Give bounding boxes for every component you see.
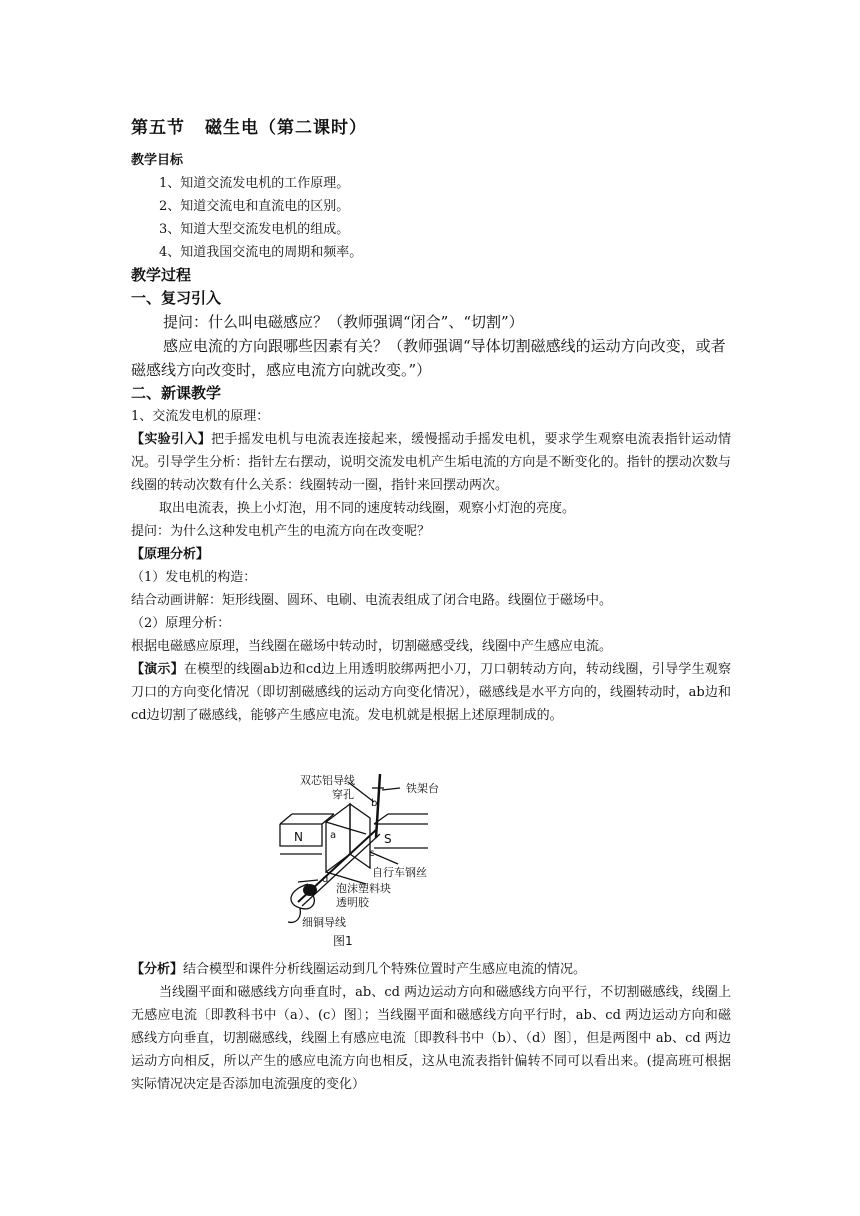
label-hole: 穿孔 — [332, 788, 354, 801]
analysis-heading: （2）原理分析： — [131, 616, 231, 631]
bulb-paragraph: 取出电流表，换上小灯泡，用不同的速度转动线圈，观察小灯泡的亮度。 — [159, 501, 576, 516]
title-name: 磁生电（第二课时） — [205, 118, 367, 138]
construction-heading: （1）发电机的构造： — [131, 570, 257, 585]
analysis-intro — [131, 958, 731, 981]
analysis-section — [131, 958, 731, 1096]
construction-text: 结合动画讲解：矩形线圈、圆环、电刷、电流表组成了闭合电路。线圈位于磁场中。 — [131, 593, 613, 608]
demo-paragraph — [131, 658, 731, 727]
analysis-label: 【分析】 — [131, 962, 184, 977]
generator-model-figure — [278, 772, 458, 952]
experiment-paragraph — [131, 428, 731, 497]
goals-heading: 教学目标 — [131, 153, 184, 168]
label-d: d — [322, 874, 329, 885]
analysis-paragraph: 当线圈平面和磁感线方向垂直时，ab、cd 两边运动方向和磁感线方向平行，不切割磁感线，线圈上无感应电流〔即教科书中（a）、(c）图〕；当线圈平面和磁感线方向平行时，ab、cd 两边运动方向和磁感线方向垂直，切割磁感线，线圈上有感应电流〔即教科书中（b）、（d）图〕，但是两图中 ab、cd 两边运动方向相反，所以产生的感应电流方向也相反，这从电流表指针偏转不同可以看出来。(提高班可根据实际情况决定是否添加电流强度的变化） — [131, 985, 731, 1092]
page-title — [131, 116, 731, 140]
review-question: 提问：什么叫电磁感应？（教师强调“闭合”、“切割”） — [163, 313, 524, 331]
analysis-intro-text: 结合模型和课件分析线圈运动到几个特殊位置时产生感应电流的情况。 — [183, 962, 587, 977]
label-stand: 铁架台 — [406, 782, 439, 795]
label-s: S — [384, 832, 392, 846]
foam-block-dot — [303, 884, 317, 896]
demo-text: 在模型的线圈ab边和cd边上用透明胶绑两把小刀，刀口朝转动方向，转动线圈，引导学生观察刀口的方向变化情况（即切割磁感线的运动方向变化情况），磁感线是水平方向的，线圈转动时，ab边和cd边切割了磁感线，能够产生感应电流。发电机就是根据上述原理制成的。 — [131, 662, 731, 723]
analysis-principle-text: 根据电磁感应原理，当线圈在磁场中转动时，切割磁感受线，线圈中产生感应电流。 — [131, 639, 613, 654]
review-heading: 一、复习引入 — [131, 289, 222, 307]
goal-item: 4、知道我国交流电的周期和频率。 — [159, 245, 363, 260]
label-spoke: 自行车钢丝 — [372, 866, 427, 879]
section-1-heading: 1、交流发电机的原理： — [131, 409, 270, 424]
new-lesson-heading: 二、新课教学 — [131, 384, 222, 402]
principle-label: 【原理分析】 — [131, 547, 210, 562]
goal-item: 2、知道交流电和直流电的区别。 — [159, 199, 350, 214]
figure-caption: 图1 — [333, 934, 353, 948]
demo-label: 【演示】 — [131, 662, 184, 677]
experiment-label: 【实验引入】 — [131, 432, 212, 447]
question-paragraph: 提问：为什么这种发电机产生的电流方向在改变呢？ — [131, 524, 431, 539]
goal-item: 1、知道交流发电机的工作原理。 — [159, 176, 350, 191]
label-c: c — [369, 848, 375, 859]
label-tape: 透明胶 — [336, 896, 369, 909]
label-b: b — [371, 798, 378, 809]
label-n: N — [294, 830, 303, 844]
experiment-text: 把手摇发电机与电流表连接起来，缓慢摇动手摇发电机，要求学生观察电流表指针运动情况。引导学生分析：指针左右摆动，说明交流发电机产生垢电流的方向是不断变化的。指针的摆动次数与线圈的转动次数有什么关系：线圈转动一圈，指针来回摆动两次。 — [131, 432, 731, 493]
label-copper: 细铜导线 — [302, 916, 346, 929]
title-section: 第五节 — [131, 118, 185, 138]
review-paragraph: 感应电流的方向跟哪些因素有关？（教师强调“导体切割磁感线的运动方向改变，或者磁感线方向改变时，感应电流方向就改变。”） — [131, 337, 726, 379]
document-body — [131, 116, 731, 727]
generator-diagram — [278, 772, 458, 947]
goal-item: 3、知道大型交流发电机的组成。 — [159, 222, 350, 237]
label-foam: 泡沫塑料块 — [336, 882, 391, 895]
label-a: a — [330, 830, 337, 841]
label-wire: 双芯铝导线 — [300, 774, 355, 787]
process-heading: 教学过程 — [131, 266, 192, 284]
